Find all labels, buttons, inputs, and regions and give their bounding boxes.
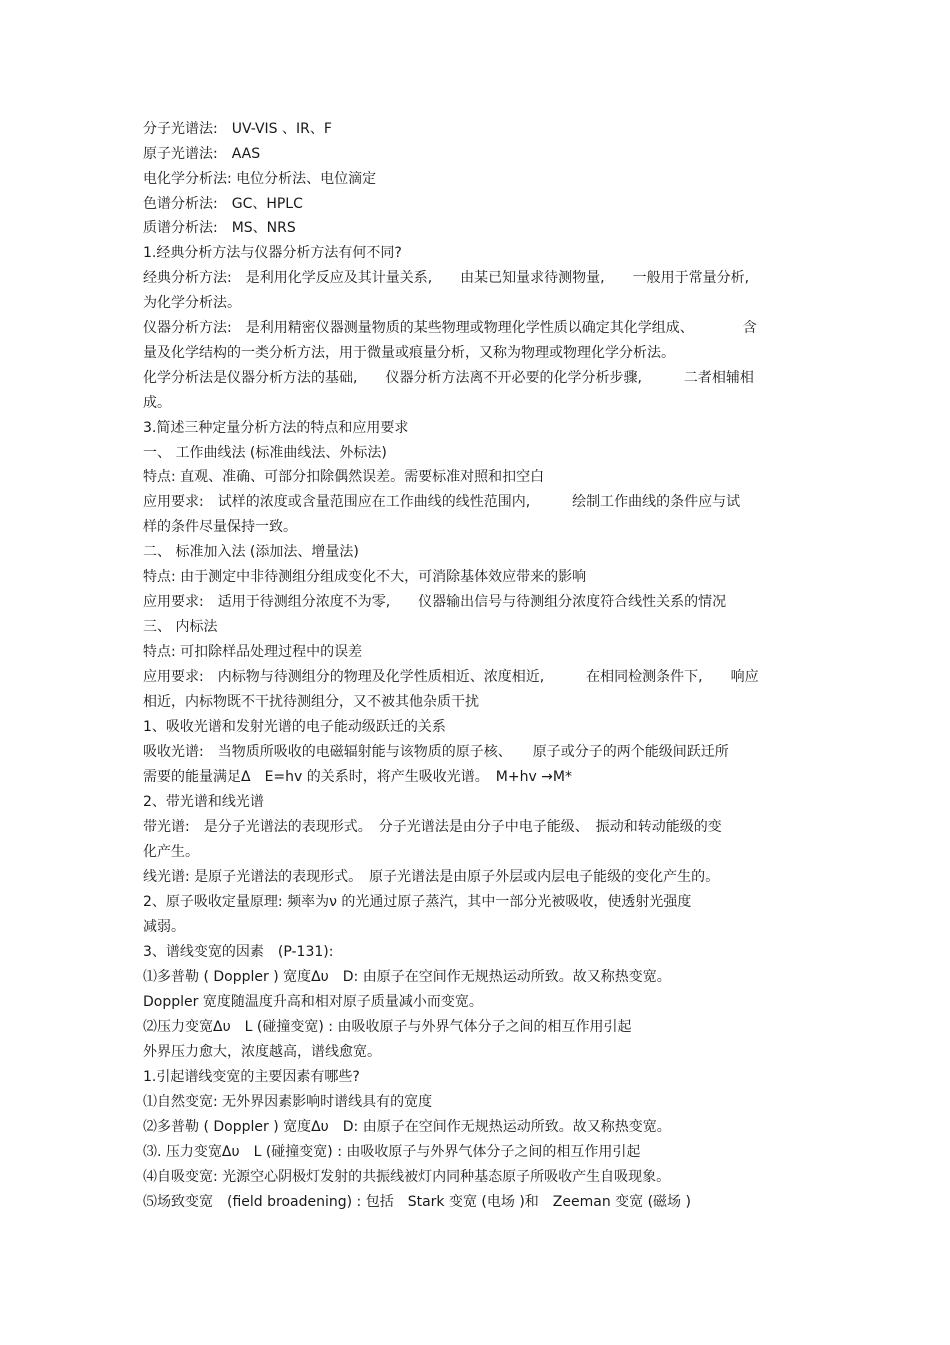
text-line: 量及化学结构的一类分析方法，用于微量或痕量分析，又称为物理或物理化学分析法。 [143,345,675,361]
text-line: 样的条件尽量保持一致。 [143,519,297,535]
text-line: 2、原子吸收定量原理: 频率为ν 的光通过原子蒸汽，其中一部分光被吸收，使透射光强度 [143,894,692,910]
text-line: 分子光谱法: UV-VIS 、IR、F [143,121,332,137]
text-line: 应用要求: 内标物与待测组分的物理及化学性质相近、浓度相近, 在相同检测条件下, 响应 [143,669,759,685]
section-heading: 3、谱线变宽的因素 (P-131): [143,944,334,960]
text-line: ⑵多普勒 ( Doppler ) 宽度Δυ D: 由原子在空间作无规热运动所致。故又称热变宽。 [143,1119,671,1135]
text-line: 原子光谱法: AAS [143,146,261,162]
text-line: 色谱分析法: GC、HPLC [143,196,303,212]
text-line: 化学分析法是仪器分析方法的基础, 仪器分析方法离不开必要的化学分析步骤, 二者相辅相 [143,370,754,386]
question-heading: 1.经典分析方法与仪器分析方法有何不同? [143,245,402,261]
text-line: 减弱。 [143,919,185,935]
text-line: 需要的能量满足Δ E=hv 的关系时，将产生吸收光谱。 M+hv →M* [143,769,572,785]
text-line: Doppler 宽度随温度升高和相对原子质量减小而变宽。 [143,994,483,1010]
section-heading: 1、吸收光谱和发射光谱的电子能动级跃迁的关系 [143,719,446,735]
text-line: 线光谱: 是原子光谱法的表现形式。 原子光谱法是由原子外层或内层电子能级的变化产生的。 [143,869,720,885]
text-line: ⑸场致变宽 (field broadening) : 包括 Stark 变宽 (电场 )和 Zeeman 变宽 (磁场 ) [143,1194,691,1210]
text-line: 应用要求: 适用于待测组分浓度不为零, 仪器输出信号与待测组分浓度符合线性关系的情况 [143,594,727,610]
text-line: 为化学分析法。 [143,295,241,311]
text-line: 成。 [143,395,171,411]
text-line: ⑷自吸变宽: 光源空心阴极灯发射的共振线被灯内同种基态原子所吸收产生自吸现象。 [143,1169,671,1185]
section-heading: 一、 工作曲线法 (标准曲线法、外标法) [143,445,387,461]
text-line: ⑶. 压力变宽Δυ L (碰撞变宽) : 由吸收原子与外界气体分子之间的相互作用引起 [143,1144,641,1160]
text-line: 经典分析方法: 是利用化学反应及其计量关系, 由某已知量求待测物量, 一般用于常量分析, [143,270,750,286]
text-line: 质谱分析法: MS、NRS [143,220,296,236]
section-heading: 三、 内标法 [143,619,218,635]
text-line: 化产生。 [143,844,199,860]
text-line: 带光谱: 是分子光谱法的表现形式。 分子光谱法是由分子中电子能级、 振动和转动能级的变 [143,819,722,835]
section-heading: 二、 标准加入法 (添加法、增量法) [143,544,359,560]
text-line: ⑵压力变宽Δυ L (碰撞变宽) : 由吸收原子与外界气体分子之间的相互作用引起 [143,1019,632,1035]
question-heading: 1.引起谱线变宽的主要因素有哪些? [143,1069,360,1085]
text-line: 特点: 由于测定中非待测组分组成变化不大，可消除基体效应带来的影响 [143,569,587,585]
text-line: 特点: 直观、准确、可部分扣除偶然误差。需要标准对照和扣空白 [143,469,545,485]
text-line: 仪器分析方法: 是利用精密仪器测量物质的某些物理或物理化学性质以确定其化学组成、 含 [143,320,757,336]
text-line: 特点: 可扣除样品处理过程中的误差 [143,644,363,660]
text-line: ⑴多普勒 ( Doppler ) 宽度Δυ D: 由原子在空间作无规热运动所致。故又称热变宽。 [143,969,671,985]
text-line: 应用要求: 试样的浓度或含量范围应在工作曲线的线性范围内, 绘制工作曲线的条件应与试 [143,494,741,510]
section-heading: 2、带光谱和线光谱 [143,794,264,810]
question-heading: 3.简述三种定量分析方法的特点和应用要求 [143,420,409,436]
text-line: 电化学分析法: 电位分析法、电位滴定 [143,171,377,187]
text-line: 外界压力愈大，浓度越高，谱线愈宽。 [143,1044,381,1060]
text-line: ⑴自然变宽: 无外界因素影响时谱线具有的宽度 [143,1094,433,1110]
text-line: 相近，内标物既不干扰待测组分，又不被其他杂质干扰 [143,694,479,710]
text-line: 吸收光谱: 当物质所吸收的电磁辐射能与该物质的原子核、 原子或分子的两个能级间跃迁所 [143,744,729,760]
